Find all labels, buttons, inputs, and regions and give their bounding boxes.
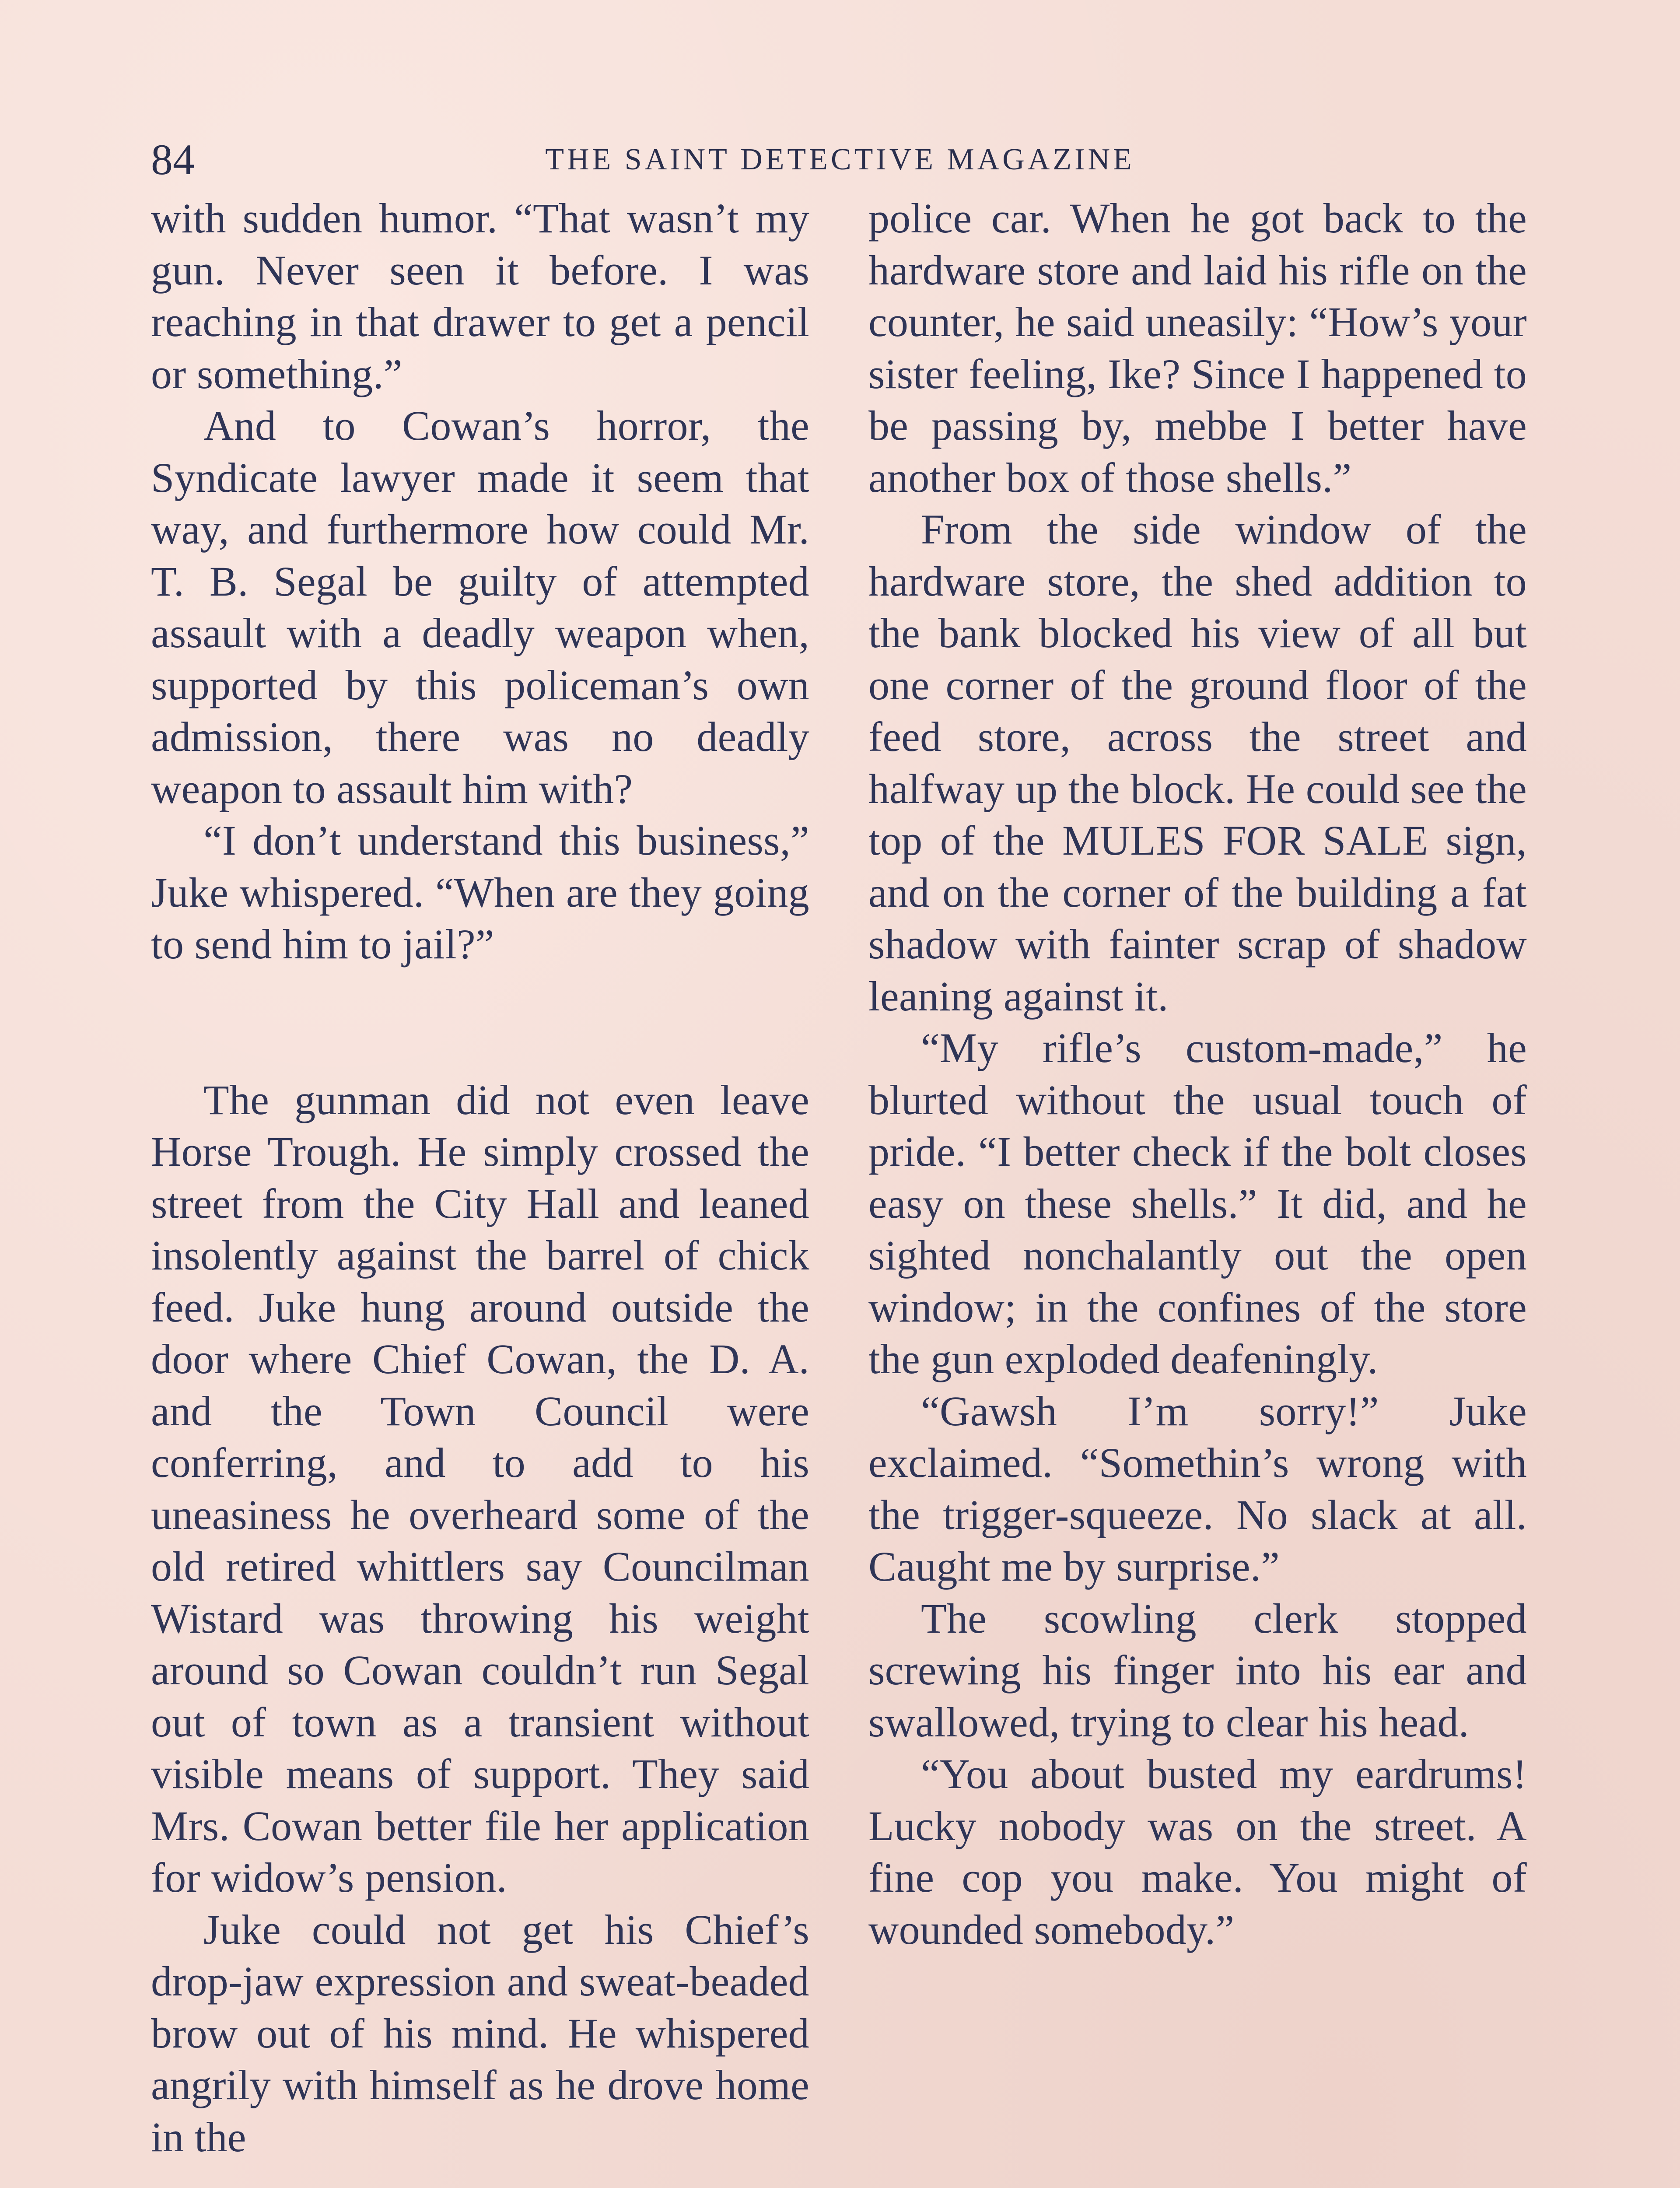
right-column [868,193,1527,1956]
page-header [151,129,1529,190]
paragraph: The scowling clerk stopped screwing his finger into his ear and swallowed, trying to clear his head. [868,1595,1527,1746]
paragraph: From the side window of the hardware store, the shed addition to the bank blocked his view of all but one corner of the ground floor of the feed store, across the street and halfway up the block. He could see the top of the MULES FOR SALE sign, and on the corner of the building a fat shadow with fainter scrap of shadow leaning against it. [868,506,1527,1020]
left-column [151,193,809,2163]
paragraph: police car. When he got back to the hardware store and laid his rifle on the counter, he said uneasily: “How’s your sister feeling, Ike? Since I happened to be passing by, mebbe I better have another box of those shells.” [868,195,1527,501]
paragraph: with sudden humor. “That wasn’t my gun. Never seen it before. I was reaching in that drawer to get a pencil or something.” [151,195,809,397]
paragraph: “I don’t understand this business,” Juke whispered. “When are they going to send him to jail?” [151,817,809,968]
paragraph: And to Cowan’s horror, the Syndicate lawyer made it seem that way, and furthermore how could Mr. T. B. Segal be guilty of attempted assault with a deadly weapon when, supported by this policeman’s own admission, there was no deadly weapon to assault him with? [151,402,809,812]
running-head: THE SAINT DETECTIVE MAGAZINE [545,143,1135,176]
paragraph: “You about busted my eardrums! Lucky nobody was on the street. A fine cop you make. You might of wounded somebody.” [868,1750,1527,1953]
section-break [151,971,809,1074]
paragraph: Juke could not get his Chief’s drop-jaw expression and sweat-beaded brow out of his mind. He whispered angrily with himself as he drove home in the [151,1906,809,2160]
paragraph: “My rifle’s custom-made,” he blurted without the usual touch of pride. “I better check if the bolt closes easy on these shells.” It did, and he sighted nonchalantly out the open window; in the confines of the store the gun exploded deafeningly. [868,1024,1527,1382]
paragraph: “Gawsh I’m sorry!” Juke exclaimed. “Somethin’s wrong with the trigger-squeeze. No slack at all. Caught me by surprise.” [868,1387,1527,1590]
paragraph: The gunman did not even leave Horse Trough. He simply crossed the street from the City Hall and leaned insolently against the barrel of chick feed. Juke hung around outside the door where Chief Cowan, the D. A. and the Town Council were conferring, and to add to his uneasiness he overheard some of the old retired whittlers say Councilman Wistard was throwing his weight around so Cowan couldn’t run Segal out of town as a transient without visible means of support. They said Mrs. Cowan better file her application for widow’s pension. [151,1076,809,1901]
page-number: 84 [151,135,195,184]
